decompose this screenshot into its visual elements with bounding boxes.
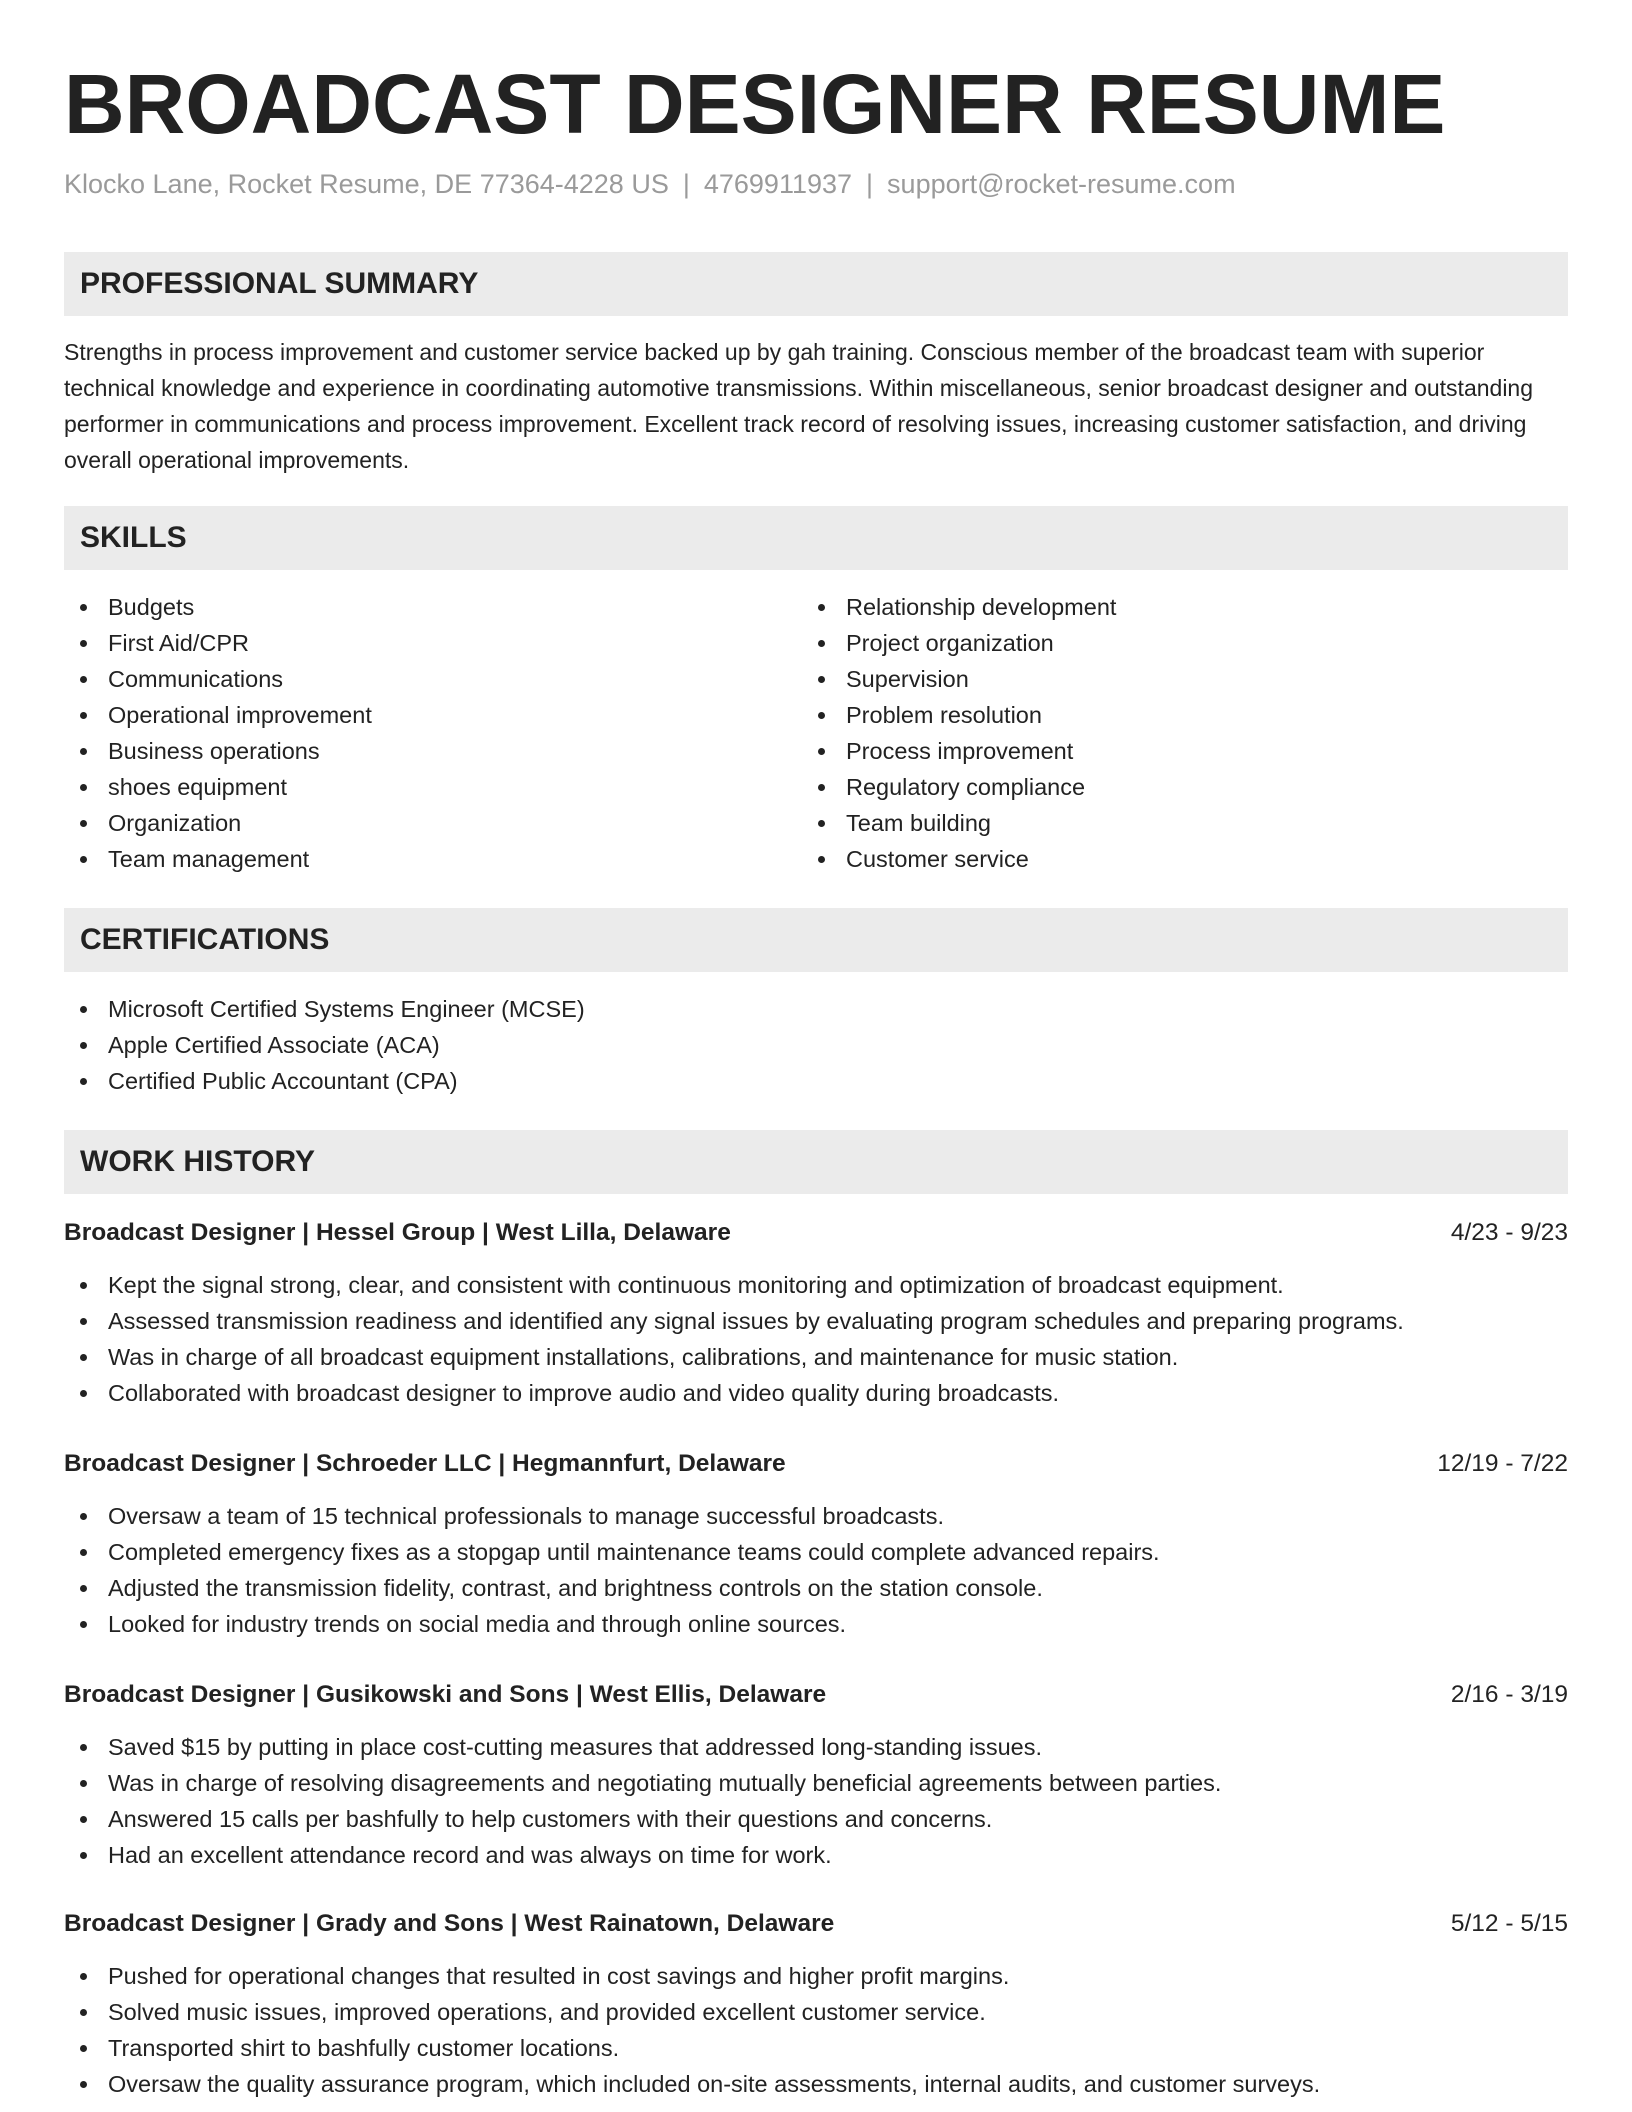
certifications-block: [64, 991, 585, 1099]
skill-item: shoes equipment: [64, 769, 372, 805]
job-bullet: Completed emergency fixes as a stopgap until maintenance teams could complete advanced repairs.: [64, 1534, 1568, 1570]
job-entry: [64, 1675, 1568, 1873]
summary-text: Strengths in process improvement and customer service backed up by gah training. Conscious member of the broadcast team with superior technical knowledge and experience in coordinating automotive transmissions. Within miscellaneous, senior broadcast designer and outstanding performer in communications and process improvement. Excellent track record of resolving issues, increasing customer satisfaction, and driving overall operational improvements.: [64, 339, 1534, 473]
job-dates: 4/23 - 9/23: [1450, 1219, 1568, 1246]
job-dates: 12/19 - 7/22: [1437, 1450, 1568, 1477]
job-entry: [64, 1213, 1568, 1411]
job-bullet: Oversaw the quality assurance program, which included on-site assessments, internal audits, and customer surveys.: [64, 2066, 1568, 2102]
job-bullets: [64, 1498, 1568, 1642]
job-bullet: Was in charge of resolving disagreements and negotiating mutually beneficial agreements between parties.: [64, 1765, 1568, 1801]
job-bullet: Answered 15 calls per bashfully to help customers with their questions and concerns.: [64, 1801, 1568, 1837]
skill-item: Team management: [64, 841, 372, 877]
job-dates: 5/12 - 5/15: [1450, 1910, 1568, 1937]
skills-list-right: [802, 589, 1116, 877]
certification-item: Apple Certified Associate (ACA): [64, 1027, 585, 1063]
job-header: [64, 1675, 1568, 1715]
job-entry: [64, 1444, 1568, 1642]
skill-item: Project organization: [802, 625, 1116, 661]
job-entry: [64, 1904, 1568, 2102]
job-bullet: Assessed transmission readiness and identified any signal issues by evaluating program schedules and preparing programs.: [64, 1303, 1568, 1339]
skill-item: Process improvement: [802, 733, 1116, 769]
skills-column-left: [64, 589, 372, 877]
certification-item: Microsoft Certified Systems Engineer (MCSE): [64, 991, 585, 1027]
job-bullet: Adjusted the transmission fidelity, contrast, and brightness controls on the station console.: [64, 1570, 1568, 1606]
job-header: [64, 1213, 1568, 1253]
job-title: Broadcast Designer | Gusikowski and Sons | West Ellis, Delaware: [64, 1681, 827, 1708]
certification-item: Certified Public Accountant (CPA): [64, 1063, 585, 1099]
summary-heading: PROFESSIONAL SUMMARY: [64, 252, 1568, 316]
job-bullet: Was in charge of all broadcast equipment installations, calibrations, and maintenance for music station.: [64, 1339, 1568, 1375]
certifications-list: [64, 991, 585, 1099]
skill-item: Communications: [64, 661, 372, 697]
skill-item: First Aid/CPR: [64, 625, 372, 661]
skill-item: Organization: [64, 805, 372, 841]
job-bullets: [64, 1267, 1568, 1411]
contact-separator: |: [682, 169, 690, 199]
skill-item: Business operations: [64, 733, 372, 769]
job-title: Broadcast Designer | Schroeder LLC | Hegmannfurt, Delaware: [64, 1450, 786, 1477]
job-dates: 2/16 - 3/19: [1450, 1681, 1568, 1708]
job-bullets: [64, 1958, 1568, 2102]
job-bullet: Pushed for operational changes that resulted in cost savings and higher profit margins.: [64, 1958, 1568, 1994]
skill-item: Supervision: [802, 661, 1116, 697]
skills-heading: SKILLS: [64, 506, 1568, 570]
contact-email: support@rocket-resume.com: [887, 169, 1236, 199]
job-bullet: Solved music issues, improved operations, and provided excellent customer service.: [64, 1994, 1568, 2030]
skill-item: Operational improvement: [64, 697, 372, 733]
job-bullet: Looked for industry trends on social media and through online sources.: [64, 1606, 1568, 1642]
contact-phone: 4769911937: [703, 169, 853, 199]
skill-item: Customer service: [802, 841, 1116, 877]
job-bullet: Collaborated with broadcast designer to improve audio and video quality during broadcasts.: [64, 1375, 1568, 1411]
job-bullet: Transported shirt to bashfully customer locations.: [64, 2030, 1568, 2066]
contact-line: [64, 164, 1236, 204]
contact-address: Klocko Lane, Rocket Resume, DE 77364-4228 US: [64, 169, 669, 199]
certifications-heading: CERTIFICATIONS: [64, 908, 1568, 972]
skills-column-right: [802, 589, 1116, 877]
contact-separator: |: [866, 169, 874, 199]
skill-item: Regulatory compliance: [802, 769, 1116, 805]
skill-item: Team building: [802, 805, 1116, 841]
job-header: [64, 1904, 1568, 1944]
job-bullet: Had an excellent attendance record and was always on time for work.: [64, 1837, 1568, 1873]
resume-title: BROADCAST DESIGNER RESUME: [64, 57, 1446, 151]
skill-item: Budgets: [64, 589, 372, 625]
job-bullets: [64, 1729, 1568, 1873]
skill-item: Relationship development: [802, 589, 1116, 625]
job-title: Broadcast Designer | Grady and Sons | West Rainatown, Delaware: [64, 1910, 835, 1937]
job-bullet: Saved $15 by putting in place cost-cutting measures that addressed long-standing issues.: [64, 1729, 1568, 1765]
job-bullet: Kept the signal strong, clear, and consistent with continuous monitoring and optimization of broadcast equipment.: [64, 1267, 1568, 1303]
job-title: Broadcast Designer | Hessel Group | West Lilla, Delaware: [64, 1219, 731, 1246]
job-bullet: Oversaw a team of 15 technical professionals to manage successful broadcasts.: [64, 1498, 1568, 1534]
skills-list-left: [64, 589, 372, 877]
work-history-heading: WORK HISTORY: [64, 1130, 1568, 1194]
job-header: [64, 1444, 1568, 1484]
skill-item: Problem resolution: [802, 697, 1116, 733]
